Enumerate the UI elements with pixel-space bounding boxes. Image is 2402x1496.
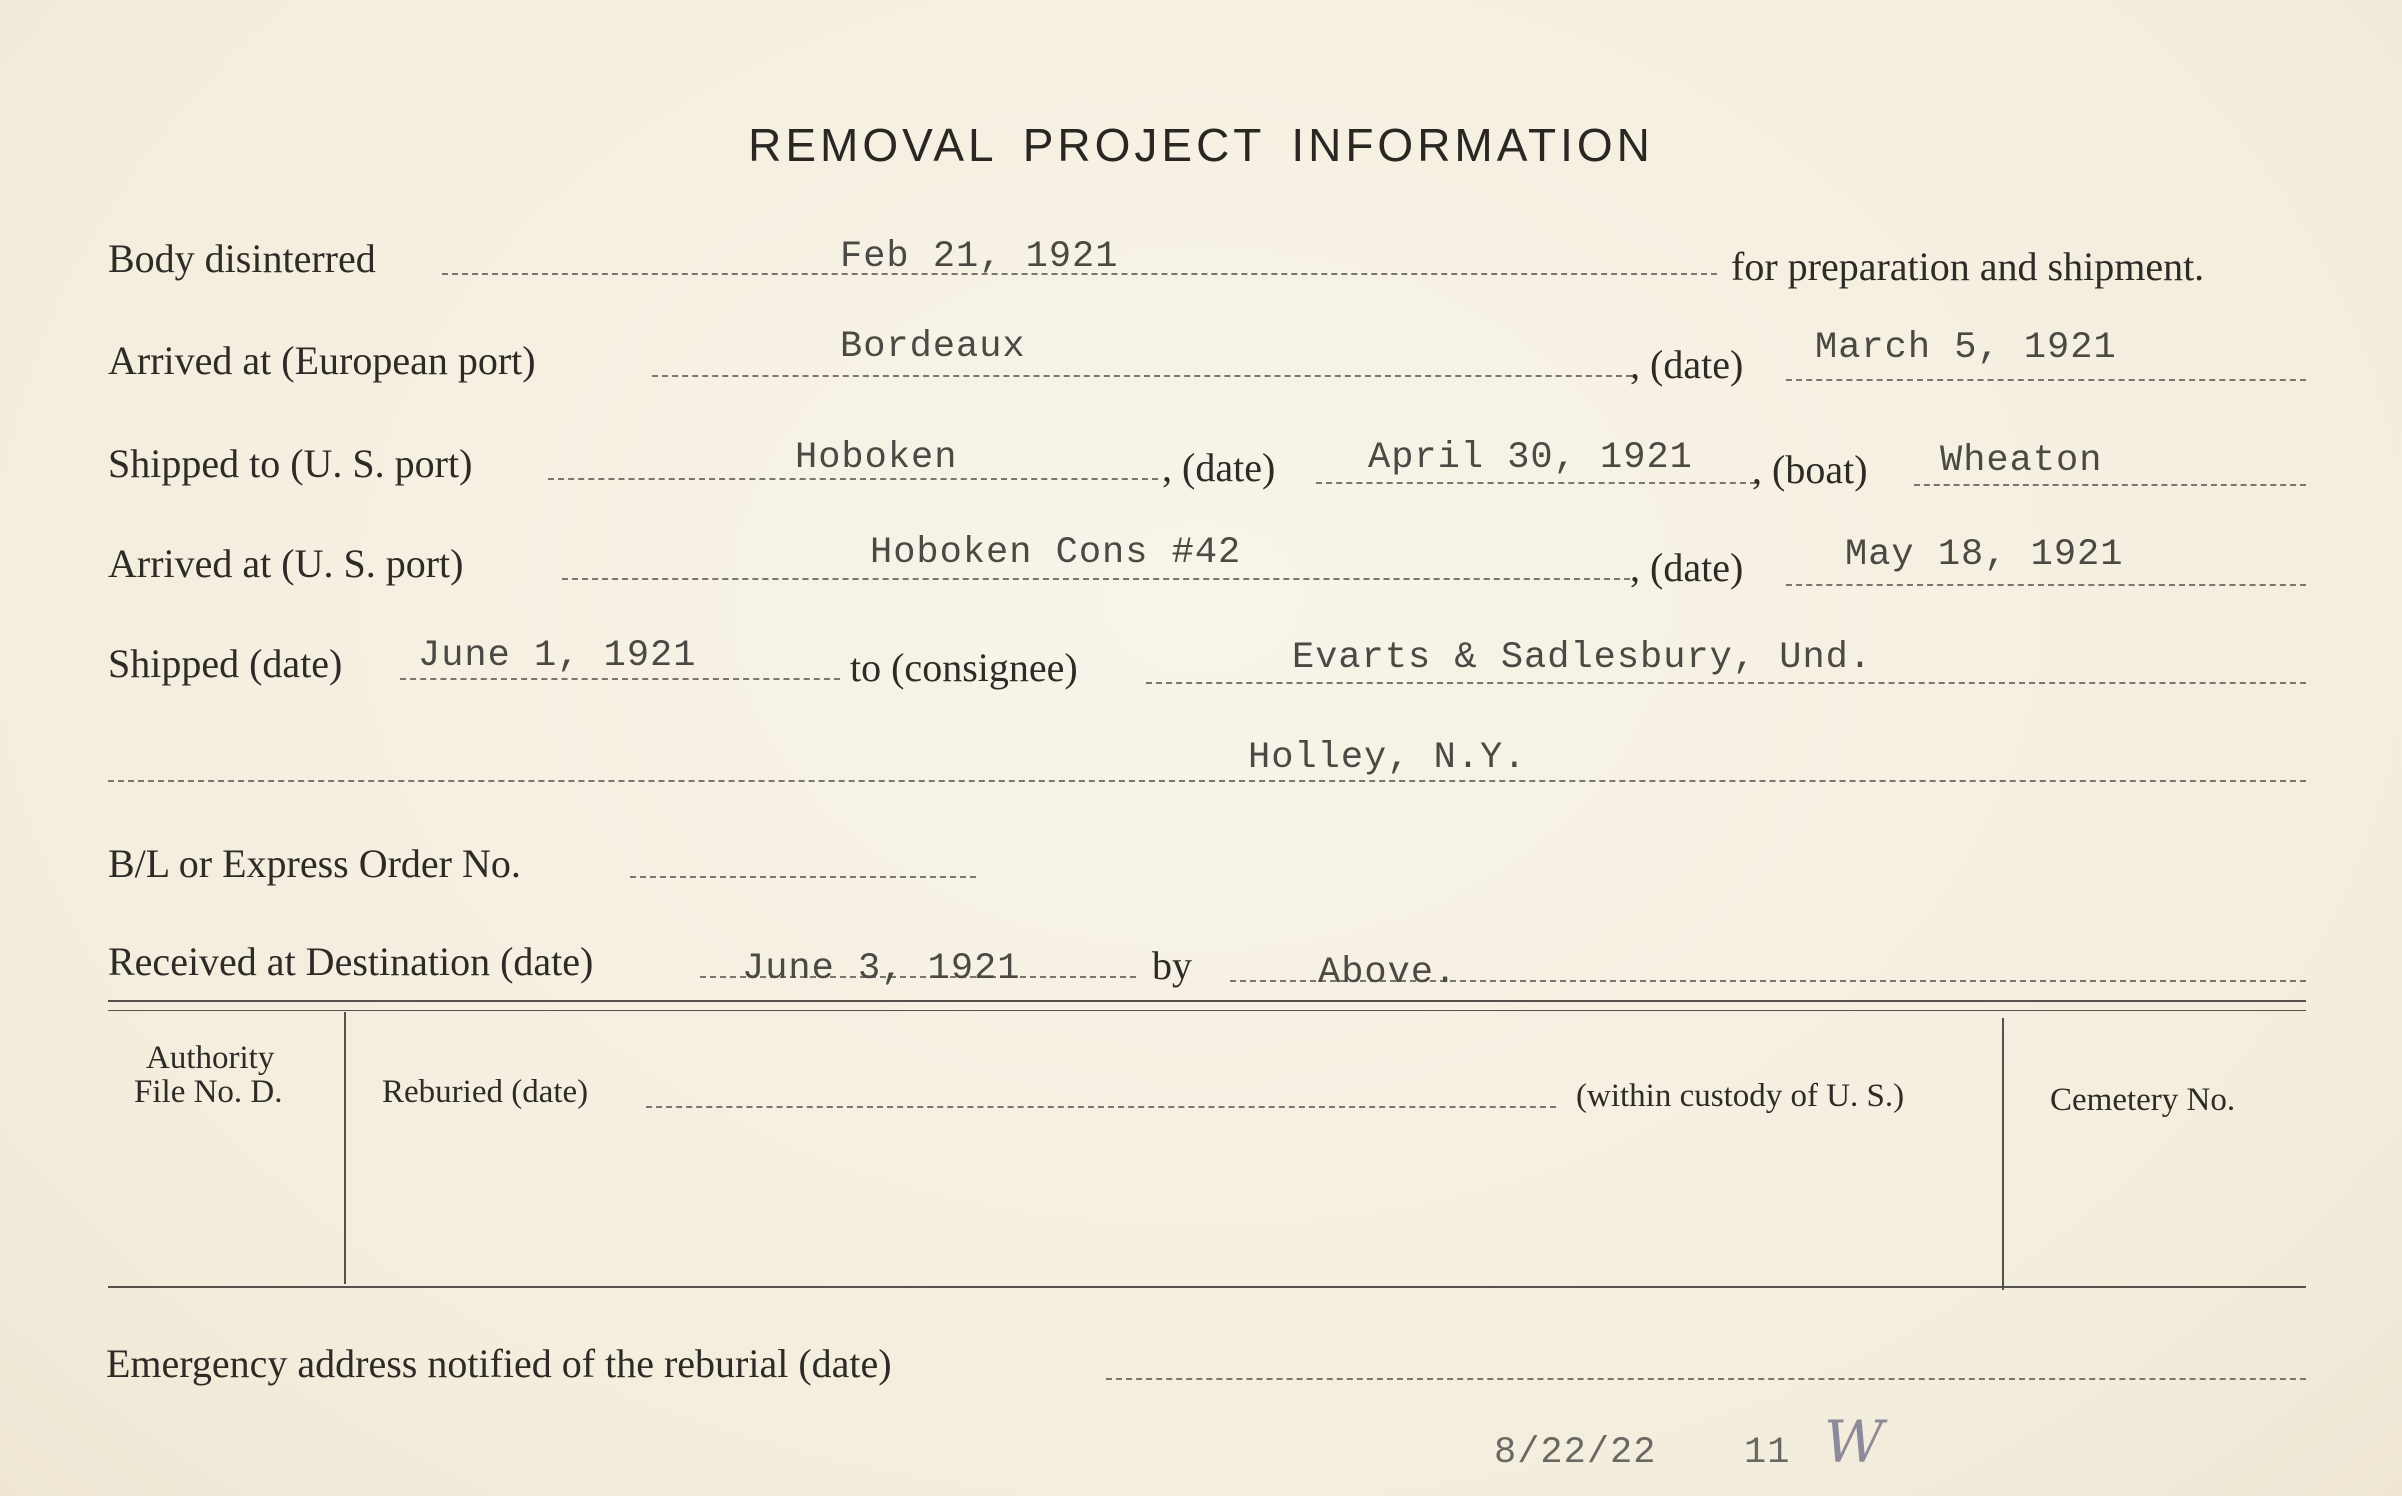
european-date-value: March 5, 1921 — [1815, 327, 2117, 369]
european-date-line — [1786, 379, 2306, 381]
custody-label: (within custody of U. S.) — [1576, 1078, 1905, 1114]
received-by-value: Above. — [1318, 952, 1458, 994]
form-title: REMOVAL PROJECT INFORMATION — [748, 119, 1654, 171]
address-value: Holley, N.Y. — [1248, 737, 1527, 779]
shipped-date-line — [400, 678, 840, 680]
us-arrival-date-label: , (date) — [1630, 545, 1744, 590]
us-arrival-date-line — [1786, 584, 2306, 586]
us-arrival-date-value: May 18, 1921 — [1845, 534, 2124, 576]
bl-label: B/L or Express Order No. — [108, 841, 521, 886]
consignee-label: to (consignee) — [850, 645, 1078, 690]
disinterred-label: Body disinterred — [108, 236, 376, 281]
emergency-label: Emergency address notified of the reburial (date) — [106, 1341, 892, 1386]
reburied-line — [646, 1106, 1556, 1108]
bl-line — [630, 876, 976, 878]
shipped-date-label: Shipped (date) — [108, 641, 343, 686]
boat-label: , (boat) — [1752, 447, 1868, 492]
us-port-value: Hoboken — [795, 437, 958, 479]
received-date-value: June 3, 1921 — [742, 948, 1021, 990]
european-port-value: Bordeaux — [840, 326, 1026, 368]
us-arrival-label: Arrived at (U. S. port) — [108, 541, 464, 586]
box-divider-right — [2002, 1018, 2004, 1290]
us-port-label: Shipped to (U. S. port) — [108, 441, 473, 486]
box-top-rule — [108, 1000, 2306, 1002]
us-date-label: , (date) — [1162, 445, 1276, 490]
consignee-value: Evarts & Sadlesbury, Und. — [1292, 637, 1873, 679]
box-top-rule-2 — [108, 1010, 2306, 1011]
cemetery-label: Cemetery No. — [2050, 1082, 2236, 1118]
box-divider-left — [344, 1012, 346, 1284]
us-date-line — [1316, 482, 1756, 484]
us-date-value: April 30, 1921 — [1368, 437, 1693, 479]
box-bottom-rule — [108, 1286, 2306, 1288]
address-line — [108, 780, 2306, 782]
consignee-line — [1146, 682, 2306, 684]
us-arrival-line — [562, 578, 1630, 580]
authority-label-line1: Authority — [146, 1040, 275, 1076]
received-label: Received at Destination (date) — [108, 939, 594, 984]
boat-value: Wheaton — [1940, 440, 2103, 482]
shipped-date-value: June 1, 1921 — [418, 635, 697, 677]
us-arrival-value: Hoboken Cons #42 — [870, 532, 1242, 574]
reburied-label: Reburied (date) — [382, 1074, 589, 1110]
european-date-label: , (date) — [1630, 342, 1744, 387]
disinterred-suffix: for preparation and shipment. — [1731, 244, 2205, 289]
european-port-line — [652, 375, 1632, 377]
footer-handwritten-initial: W — [1824, 1408, 1884, 1476]
disinterred-date: Feb 21, 1921 — [840, 236, 1119, 278]
boat-line — [1914, 484, 2306, 486]
emergency-line — [1106, 1378, 2306, 1380]
received-by-label: by — [1152, 943, 1192, 988]
european-port-label: Arrived at (European port) — [108, 338, 536, 383]
authority-label-line2: File No. D. — [134, 1074, 283, 1110]
footer-stamp-number: 11 — [1744, 1432, 1791, 1474]
footer-stamp-date: 8/22/22 — [1494, 1432, 1657, 1474]
